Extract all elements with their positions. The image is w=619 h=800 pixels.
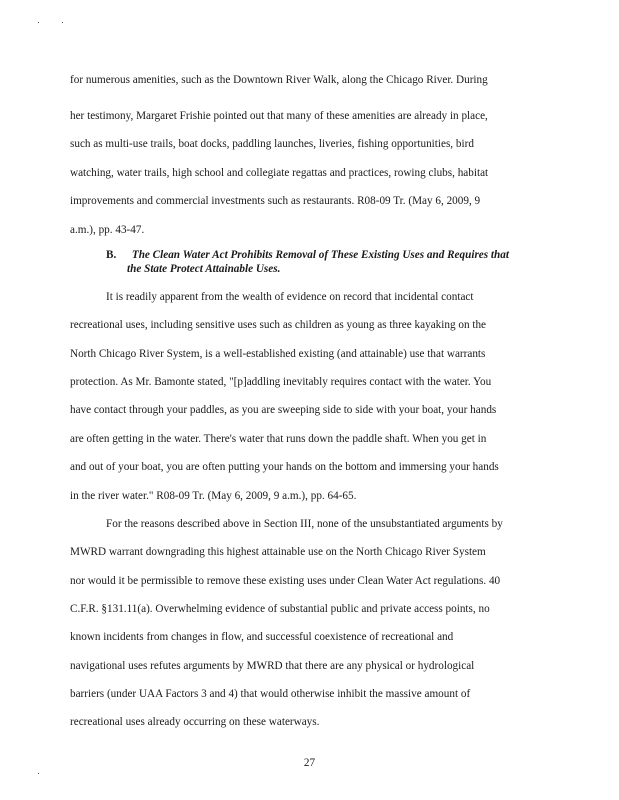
section-heading-letter: B. (106, 249, 117, 261)
page-number: 27 (303, 757, 316, 769)
paragraph-1-line: such as multi-use trails, boat docks, paddling launches, liveries, fishing opportunities, bird (70, 138, 474, 150)
paragraph-3-line: barriers (under UAA Factors 3 and 4) that would otherwise inhibit the massive amount of (70, 688, 471, 700)
paragraph-1-line: a.m.), pp. 43-47. (70, 224, 145, 236)
paragraph-1-line: improvements and commercial investments such as restaurants. R08-09 Tr. (May 6, 2009, 9 (70, 195, 481, 207)
paragraph-2-line: recreational uses, including sensitive uses such as children as young as three kayaking on the (70, 319, 486, 331)
paragraph-2-line: North Chicago River System, is a well-established existing (and attainable) use that warrants (70, 348, 486, 360)
paragraph-1-line: watching, water trails, high school and collegiate regattas and practices, rowing clubs, habitat (70, 167, 489, 179)
paragraph-2-line: are often getting in the water. There's water that runs down the paddle shaft. When you get in (70, 433, 487, 445)
scan-speck (38, 22, 39, 23)
paragraph-3-line: C.F.R. §131.11(a). Overwhelming evidence of substantial public and private access points, no (70, 603, 490, 615)
paragraph-3-line: recreational uses already occurring on these waterways. (70, 716, 320, 728)
paragraph-3-line: nor would it be permissible to remove these existing uses under Clean Water Act regulations. 40 (70, 575, 501, 587)
paragraph-2-line: have contact through your paddles, as you are sweeping side to side with your boat, your hands (70, 404, 497, 416)
scan-speck (62, 22, 63, 23)
paragraph-2-line: protection. As Mr. Bamonte stated, "[p]addling inevitably requires contact with the water. You (70, 376, 492, 388)
section-heading-line-1: The Clean Water Act Prohibits Removal of These Existing Uses and Requires that (131, 249, 509, 261)
paragraph-3-line: For the reasons described above in Section III, none of the unsubstantiated arguments by (106, 518, 503, 530)
paragraph-3-line: MWRD warrant downgrading this highest attainable use on the North Chicago River System (70, 546, 486, 558)
section-heading-line-2: the State Protect Attainable Uses. (127, 263, 281, 275)
paragraph-2-line: It is readily apparent from the wealth of evidence on record that incidental contact (106, 291, 474, 303)
section-heading (106, 249, 509, 262)
scan-speck (38, 773, 39, 774)
paragraph-1-line: for numerous amenities, such as the Downtown River Walk, along the Chicago River. During (70, 74, 488, 86)
paragraph-2-line: and out of your boat, you are often putting your hands on the bottom and immersing your hands (70, 461, 499, 473)
paragraph-2-line: in the river water." R08-09 Tr. (May 6, 2009, 9 a.m.), pp. 64-65. (70, 490, 357, 502)
paragraph-3-line: known incidents from changes in flow, and successful coexistence of recreational and (70, 631, 454, 643)
paragraph-1-line: her testimony, Margaret Frishie pointed out that many of these amenities are already in place, (70, 110, 488, 122)
paragraph-3-line: navigational uses refutes arguments by MWRD that there are any physical or hydrological (70, 660, 475, 672)
